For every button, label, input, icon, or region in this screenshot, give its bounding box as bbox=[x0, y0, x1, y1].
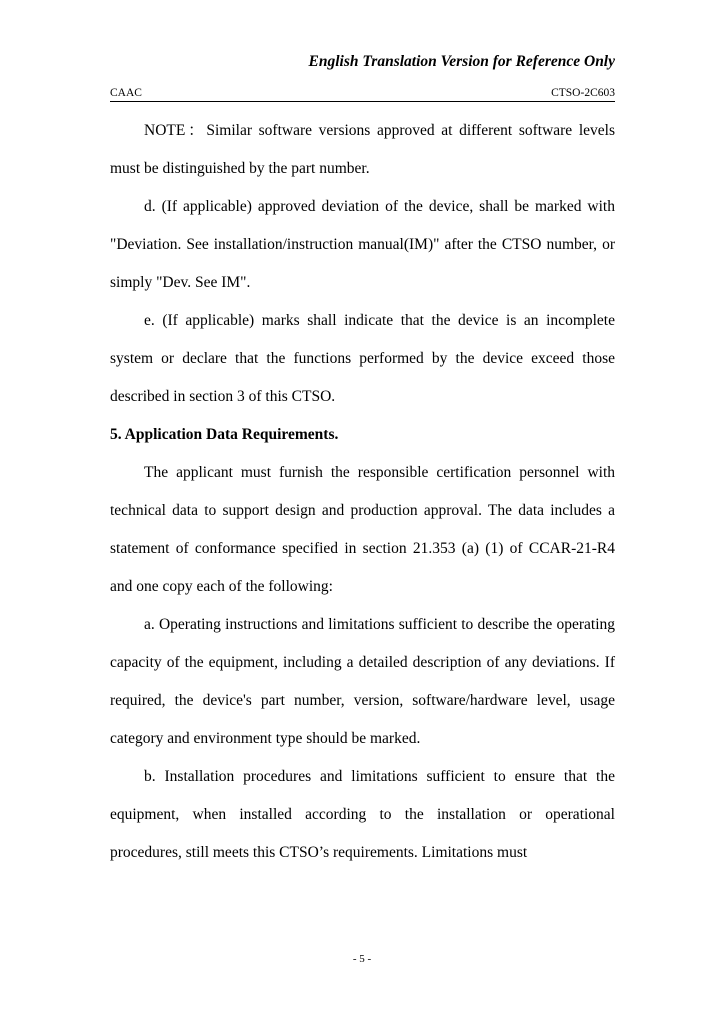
header-org: CAAC bbox=[110, 87, 142, 99]
document-header-title: English Translation Version for Reference Only bbox=[308, 53, 615, 70]
document-body bbox=[110, 112, 615, 872]
section-heading: 5. Application Data Requirements. bbox=[110, 426, 339, 443]
item-e-paragraph: e. (If applicable) marks shall indicate that the device is an incomplete system or declare that the functions performed by the device exceed those described in section 3 of this CTSO. bbox=[110, 312, 615, 405]
item-b-paragraph: b. Installation procedures and limitations sufficient to ensure that the equipment, when installed according to the installation or operational procedures, still meets this CTSO’s requirements. Limitations must bbox=[110, 768, 615, 861]
item-d-paragraph: d. (If applicable) approved deviation of the device, shall be marked with "Deviation. See installation/instruction manual(IM)" after the CTSO number, or simply "Dev. See IM". bbox=[110, 198, 615, 291]
header-doc-id: CTSO-2C603 bbox=[551, 87, 615, 99]
item-a-paragraph: a. Operating instructions and limitations sufficient to describe the operating capacity of the equipment, including a detailed description of any deviations. If required, the device's part number, version, software/hardware level, usage category and environment type should be marked. bbox=[110, 616, 615, 747]
section-intro-paragraph: The applicant must furnish the responsible certification personnel with technical data to support design and production approval. The data includes a statement of conformance specified in section 21.353 (a) (1) of CCAR-21-R4 and one copy each of the following: bbox=[110, 464, 615, 595]
note-paragraph: NOTE：Similar software versions approved at different software levels must be distinguished by the part number. bbox=[110, 122, 615, 177]
running-header bbox=[110, 85, 615, 102]
page-number: - 5 - bbox=[352, 953, 372, 965]
